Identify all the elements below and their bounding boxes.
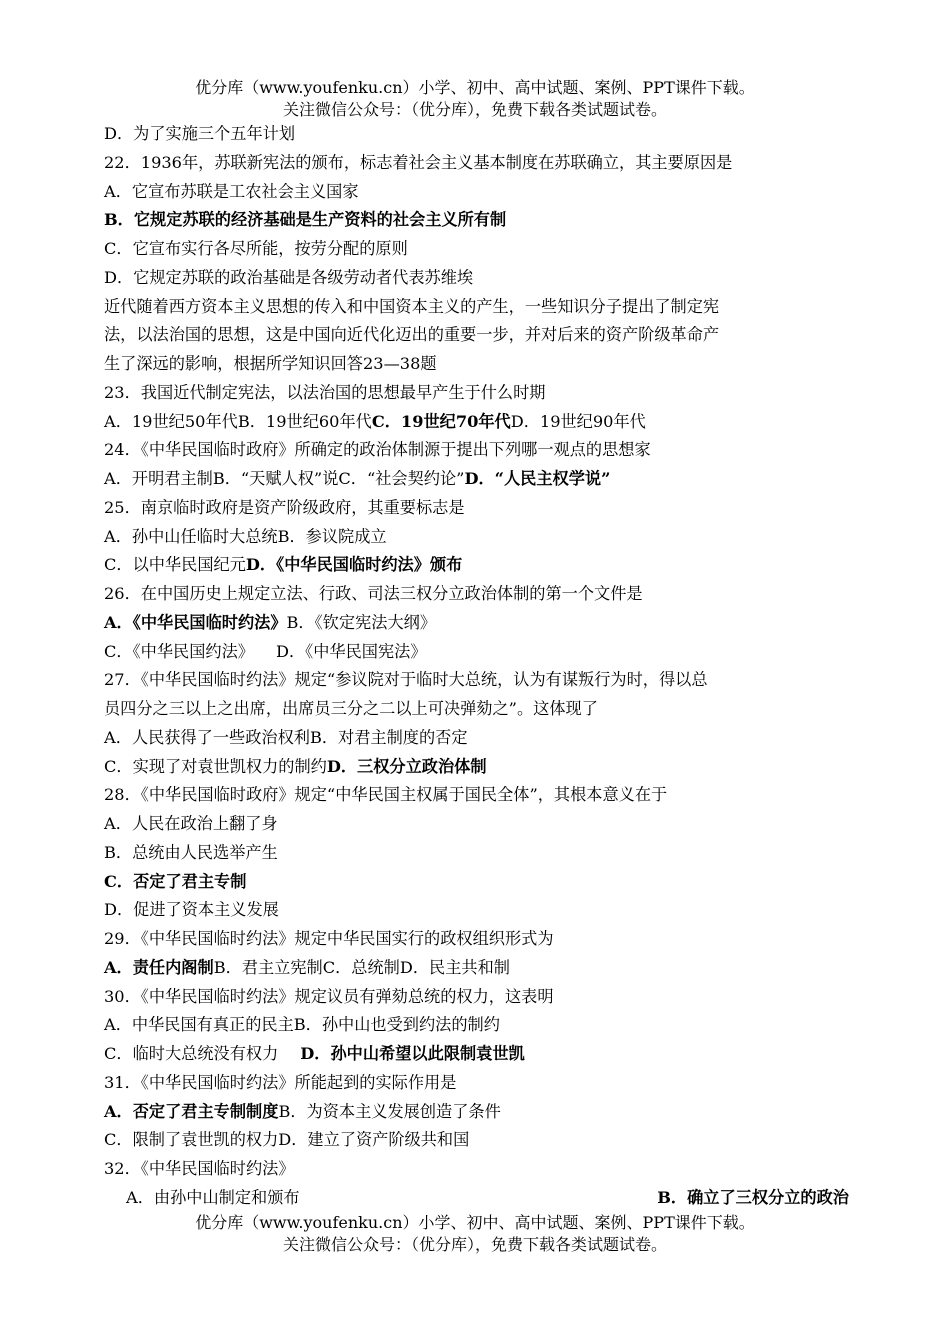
q22-option-c: C．它宣布实行各尽所能，按劳分配的原则 xyxy=(104,239,408,258)
q27-option-c: C．实现了对袁世凯权力的制约 xyxy=(104,756,327,776)
q28-option-b: B．总统由人民选举产生 xyxy=(104,842,278,862)
q22-option-d: D．它规定苏联的政治基础是各级劳动者代表苏维埃 xyxy=(104,267,474,287)
q22-option-b-answer: B．它规定苏联的经济基础是生产资料的社会主义所有制 xyxy=(104,210,507,230)
q26-option-d: D．《中华民国宪法》 xyxy=(275,641,427,661)
q27-option-d-answer: D．三权分立政治体制 xyxy=(326,756,487,776)
q26-option-b: B．《钦定宪法大纲》 xyxy=(286,612,437,632)
q30-option-d-answer: D．孙中山希望以此限制袁世凯 xyxy=(300,1044,525,1063)
passage-line-1: 近代随着西方资本主义思想的传入和中国资本主义的产生，一些知识分子提出了制定宪 xyxy=(104,296,720,316)
q28-stem: 28．《中华民国临时政府》规定“中华民国主权属于国民全体”，其根本意义在于 xyxy=(104,785,668,805)
q30-options-cd xyxy=(104,1040,849,1069)
q30-stem: 30．《中华民国临时约法》规定议员有弹劾总统的权力，这表明 xyxy=(104,986,554,1006)
q31-stem: 31．《中华民国临时约法》所能起到的实际作用是 xyxy=(104,1072,457,1092)
q27-stem-1: 27．《中华民国临时约法》规定“参议院对于临时大总统，认为有谋叛行为时，得以总 xyxy=(104,670,708,690)
q29-options xyxy=(104,954,849,983)
q23-option-d: D．19世纪90年代 xyxy=(510,411,646,431)
q25-option-d-answer: D．《中华民国临时约法》颁布 xyxy=(245,555,463,575)
q30-options-ab: A．中华民国有真正的民主B．孙中山也受到约法的制约 xyxy=(104,1015,500,1035)
page-header-line-1: 优分库（www.youfenku.cn）小学、初中、高中试题、案例、PPT课件下载。 xyxy=(195,78,755,97)
q22-stem: 22．1936年，苏联新宪法的颁布，标志着社会主义基本制度在苏联确立，其主要原因是 xyxy=(104,152,733,172)
document-body xyxy=(104,120,849,1213)
q29-option-a-answer: A．责任内阁制 xyxy=(104,957,214,977)
q24-options-abc: A．开明君主制B．“天赋人权”说C．“社会契约论” xyxy=(104,469,465,488)
q31-options-cd: C．限制了袁世凯的权力D．建立了资产阶级共和国 xyxy=(104,1130,470,1150)
passage-line-3: 生了深远的影响，根据所学知识回答23—38题 xyxy=(104,354,437,373)
q24-options xyxy=(104,465,849,494)
q26-options-cd xyxy=(104,638,849,667)
q26-stem: 26．在中国历史上规定立法、行政、司法三权分立政治体制的第一个文件是 xyxy=(104,584,643,603)
q27-stem-2: 员四分之三以上之出席，出席员三分之二以上可决弹劾之”。这体现了 xyxy=(104,699,598,718)
q23-options-ab: A．19世纪50年代B．19世纪60年代 xyxy=(104,411,372,431)
q28-option-a: A．人民在政治上翻了身 xyxy=(104,814,278,833)
q23-options xyxy=(104,408,849,437)
q27-options-ab: A．人民获得了一些政治权利B．对君主制度的否定 xyxy=(104,727,468,747)
q31-options-ab xyxy=(104,1098,849,1127)
q30-option-c: C．临时大总统没有权力 xyxy=(104,1044,279,1063)
q27-options-cd xyxy=(104,753,849,782)
q21-option-d: D．为了实施三个五年计划 xyxy=(104,124,296,143)
page-header-line-2: 关注微信公众号：（优分库），免费下载各类试题试卷。 xyxy=(282,100,667,119)
q25-options-cd xyxy=(104,551,849,580)
q32-option-b: B．确立了三权分立的政治 xyxy=(657,1187,849,1207)
q31-option-a-answer: A．否定了君主专制制度 xyxy=(104,1101,279,1121)
q26-option-c: C．《中华民国约法》 xyxy=(104,641,254,661)
passage-line-2: 法，以法治国的思想，这是中国向近代化迈出的重要一步，并对后来的资产阶级革命产 xyxy=(104,325,720,345)
q23-option-c-answer: C．19世纪70年代 xyxy=(371,411,511,431)
q23-stem: 23．我国近代制定宪法，以法治国的思想最早产生于什么时期 xyxy=(104,382,546,402)
q28-option-d: D．促进了资本主义发展 xyxy=(104,900,279,920)
q29-options-bcd: B．君主立宪制C．总统制D．民主共和制 xyxy=(213,957,510,977)
q26-option-a-answer: A．《中华民国临时约法》 xyxy=(104,612,287,632)
q28-option-c-answer: C．否定了君主专制 xyxy=(104,871,247,891)
q26-options-ab xyxy=(104,609,849,638)
page-footer-line-2: 关注微信公众号：（优分库），免费下载各类试题试卷。 xyxy=(282,1235,667,1254)
q29-stem: 29．《中华民国临时约法》规定中华民国实行的政权组织形式为 xyxy=(104,929,554,948)
q31-option-b: B．为资本主义发展创造了条件 xyxy=(278,1101,501,1121)
q24-option-d-answer: D．“人民主权学说” xyxy=(464,469,611,488)
page-footer-line-1: 优分库（www.youfenku.cn）小学、初中、高中试题、案例、PPT课件下载。 xyxy=(195,1213,755,1232)
q25-option-c: C．以中华民国纪元 xyxy=(104,555,246,575)
q22-option-a: A．它宣布苏联是工农社会主义国家 xyxy=(104,181,359,201)
q32-options-ab xyxy=(104,1184,849,1213)
q25-options-ab: A．孙中山任临时大总统B．参议院成立 xyxy=(104,526,387,546)
q32-option-a: A．由孙中山制定和颁布 xyxy=(126,1187,300,1207)
q25-stem: 25．南京临时政府是资产阶级政府，其重要标志是 xyxy=(104,497,465,517)
q32-stem: 32．《中华民国临时约法》 xyxy=(104,1159,295,1178)
q24-stem: 24．《中华民国临时政府》所确定的政治体制源于提出下列哪一观点的思想家 xyxy=(104,440,651,460)
